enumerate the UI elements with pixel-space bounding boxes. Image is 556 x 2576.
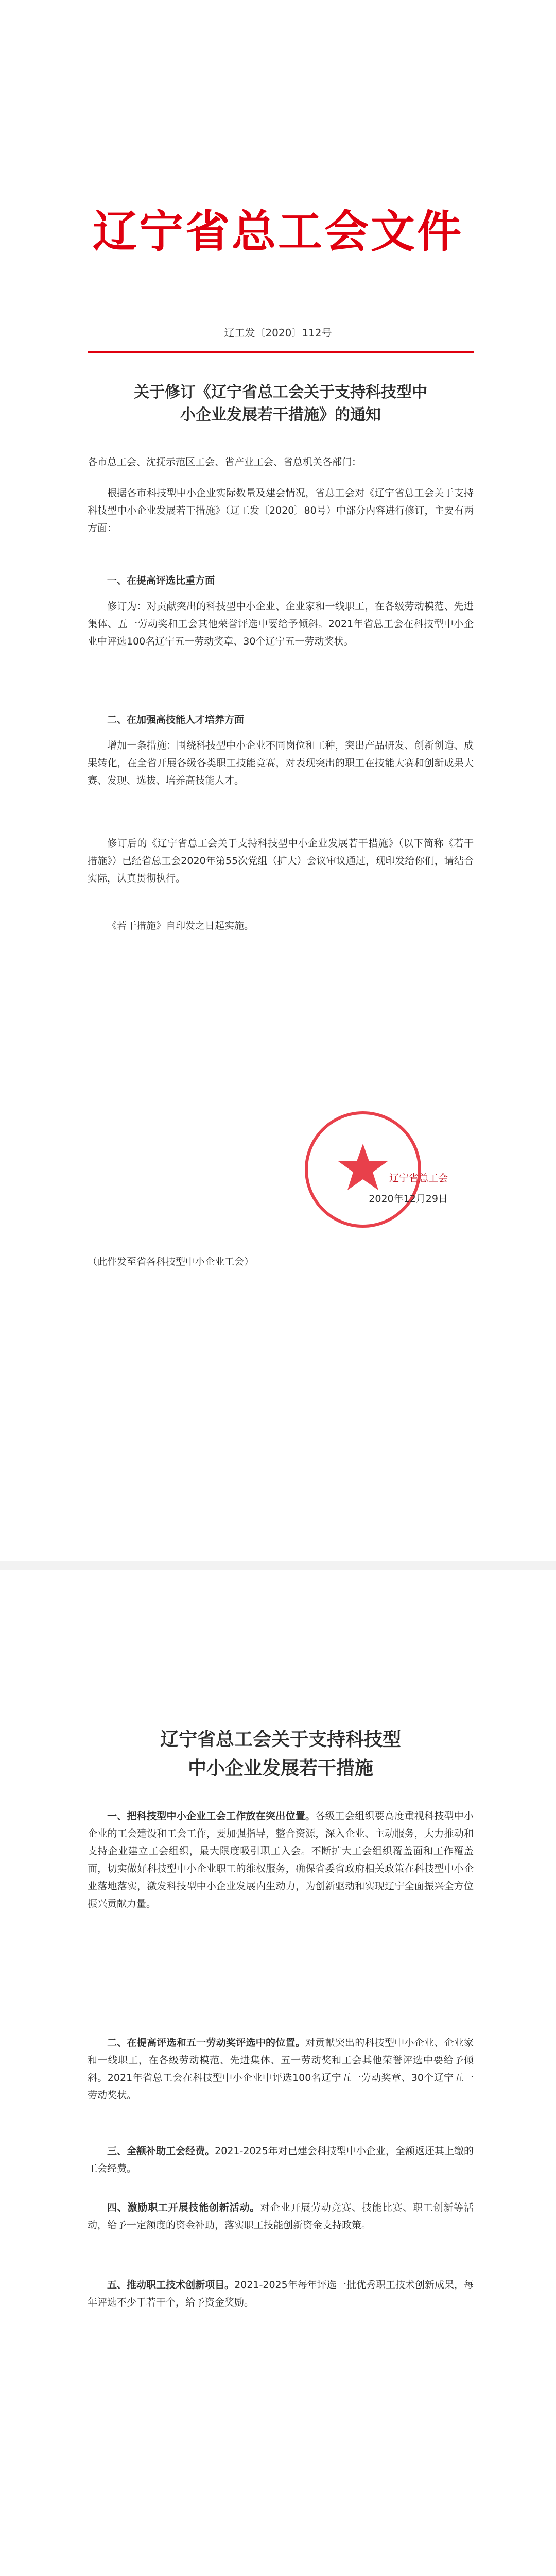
- measure-body: 2021-2025年对已建会科技型中小企业，全额返还其上缴的工会经费。: [88, 2145, 474, 2174]
- notice-addressee: 各市总工会、沈抚示范区工会、省产业工会、省总机关各部门：: [88, 456, 362, 468]
- measure-heading: 一、把科技型中小企业工会工作放在突出位置。: [107, 1810, 316, 1822]
- measures-title-line2: 中小企业发展若干措施: [187, 1757, 373, 1779]
- notice-title-line2: 小企业发展若干措施》的通知: [180, 406, 381, 424]
- notice-paragraph-4: 修订后的《辽宁省总工会关于支持科技型中小企业发展若干措施》（以下简称《若干措施》）已经省总工会2020年第55次党组（扩大）会议审议通过，现印发给你们，请结合实际，认真贯彻执行。: [88, 838, 474, 884]
- notice-paragraph-1: 根据各市科技型中小企业实际数量及建会情况，省总工会对《辽宁省总工会关于支持科技型中小企业发展若干措施》（辽工发〔2020〕80号）中部分内容进行修订，主要有两方面：: [88, 487, 474, 534]
- measure-heading: 二、在提高评选和五一劳动奖评选中的位置。: [107, 2037, 305, 2048]
- notice-heading-1: 一、在提高评选比重方面: [107, 575, 215, 586]
- notice-paragraph-2: 修订为：对贡献突出的科技型中小企业、企业家和一线职工，在各级劳动模范、先进集体、五一劳动奖和工会其他荣誉评选中要给予倾斜。2021年省总工会在科技型中小企业中评选100名辽宁五一劳动奖章、30个辽宁五一劳动奖状。: [88, 601, 474, 647]
- measure-item: [88, 2034, 474, 2104]
- red-divider: [88, 351, 474, 353]
- measure-body: 各级工会组织要高度重视科技型中小企业的工会建设和工会工作，要加强指导，整合资源，深入企业、主动服务，大力推动和支持企业建立工会组织，最大限度吸引职工入会。不断扩大工会组织覆盖面和工作覆盖面，切实做好科技型中小企业职工的维权服务，确保省委省政府相关政策在科技型中小企业落地落实，激发科技型中小企业发展内生动力，为创新驱动和实现辽宁全面振兴全方位振兴贡献力量。: [88, 1810, 474, 1909]
- notice-title-line1: 关于修订《辽宁省总工会关于支持科技型中: [134, 383, 427, 401]
- measure-body: 2021-2025年每年评选一批优秀职工技术创新成果，每年评选不少于若干个，给予资金奖励。: [88, 2279, 474, 2308]
- measure-body: 对企业开展劳动竞赛、技能比赛、职工创新等活动，给予一定额度的资金补助，落实职工技能创新资金支持政策。: [88, 2202, 474, 2231]
- measure-body: 对贡献突出的科技型中小企业、企业家和一线职工，在各级劳动模范、先进集体、五一劳动奖和工会其他荣誉评选中要给予倾斜。2021年省总工会在科技型中小企业中评选100名辽宁五一劳动奖章、30个辽宁五一劳动奖状。: [88, 2037, 474, 2101]
- doc-number: 辽工发〔2020〕112号: [224, 327, 332, 339]
- measure-heading: 五、推动职工技术创新项目。: [107, 2279, 235, 2291]
- notice-date: 2020年12月29日: [369, 1193, 448, 1205]
- page-gap: [0, 1561, 556, 1570]
- notice-paragraph-5: 《若干措施》自印发之日起实施。: [107, 920, 254, 931]
- measure-heading: 四、激励职工开展技能创新活动。: [107, 2202, 260, 2213]
- notice-heading-2: 二、在加强高技能人才培养方面: [107, 714, 245, 725]
- measure-heading: 三、全额补助工会经费。: [107, 2145, 215, 2157]
- measures-title-line1: 辽宁省总工会关于支持科技型: [160, 1728, 401, 1750]
- notice-distribution-note: （此件发至省各科技型中小企业工会）: [88, 1256, 254, 1267]
- measure-item: [88, 2142, 474, 2177]
- seal-org-name: 辽宁省总工会: [389, 1173, 448, 1184]
- measure-item: [88, 2276, 474, 2311]
- notice-paragraph-3: 增加一条措施：围绕科技型中小企业不同岗位和工种，突出产品研发、创新创造、成果转化，在全省开展各级各类职工技能竞赛，对表现突出的职工在技能大赛和创新成果大赛、发现、选拔、培养高技能人才。: [88, 740, 474, 786]
- org-title: 辽宁省总工会文件: [93, 206, 463, 258]
- measure-item: [88, 1807, 474, 1912]
- measure-item: [88, 2199, 474, 2234]
- page-2: [0, 1570, 556, 2576]
